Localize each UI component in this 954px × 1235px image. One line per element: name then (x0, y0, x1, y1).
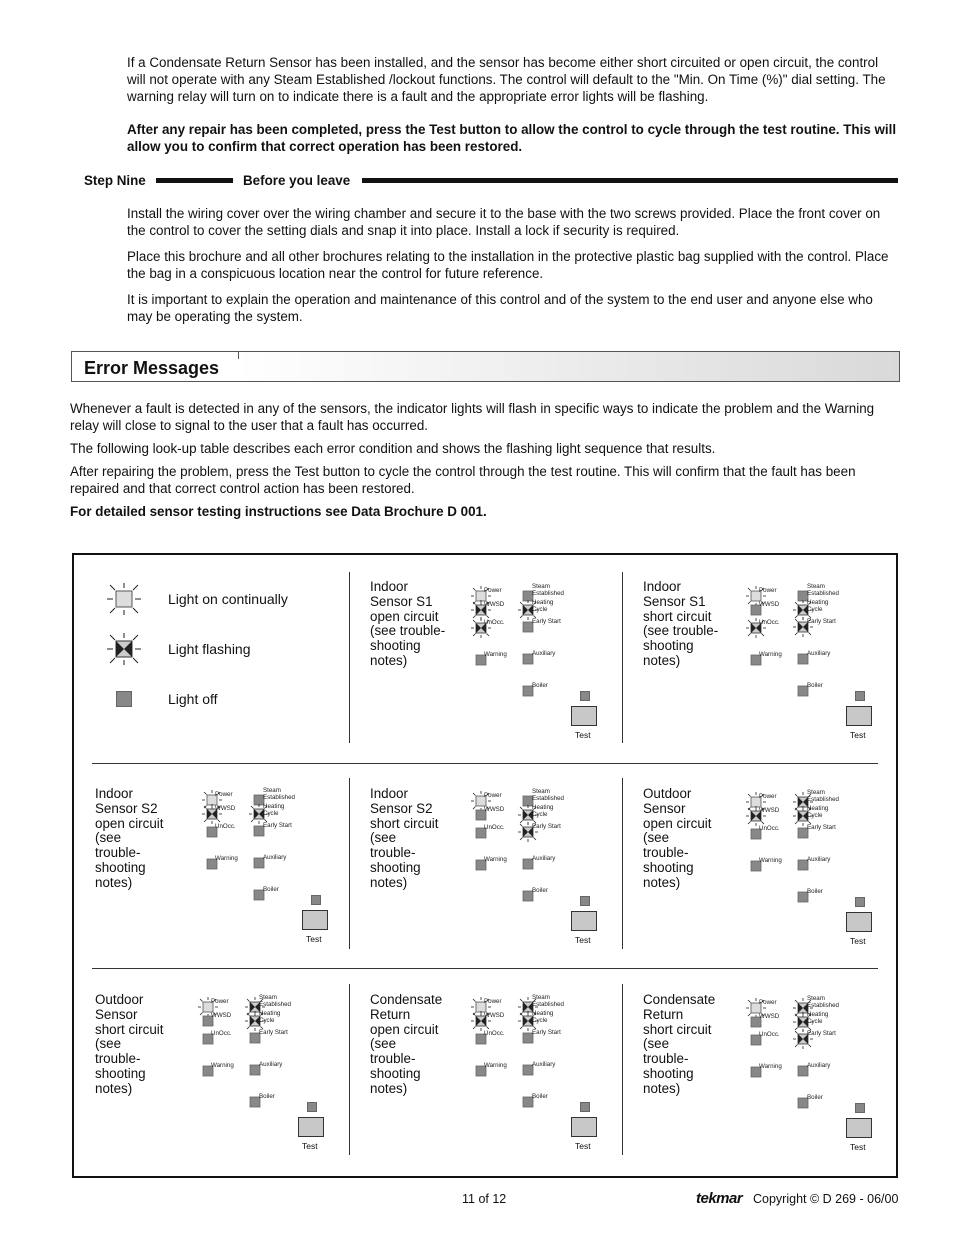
brand-logo: tekmar (696, 1190, 743, 1207)
indicator-label: Early Start (807, 824, 836, 831)
indicator-label: Boiler (807, 1094, 823, 1101)
indicator-label: WWSD (484, 601, 505, 608)
step-rule-short (156, 178, 233, 183)
section-banner (71, 351, 900, 382)
indicator-label: WWSD (484, 806, 505, 813)
test-label: Test (306, 934, 322, 944)
table-row-divider-2 (92, 968, 878, 969)
indicator-label: Auxiliary (807, 1062, 831, 1069)
step-paragraph-2: Place this brochure and all other brochures relating to the installation in the protective plastic bag supplied with the control. Place the bag in a conspicuous location near the control for future reference. (127, 249, 889, 281)
indicator-label: Power (215, 791, 233, 798)
indicator-label: Early Start (807, 618, 836, 625)
table-col-divider (349, 984, 350, 1155)
step-paragraph-3: It is important to explain the operation and maintenance of this control and of the system to the end user and anyone else who may be operating the system. (127, 292, 873, 324)
test-light-icon (311, 895, 321, 905)
indicator-label: Heating Cycle (532, 599, 554, 613)
indicator-label: WWSD (759, 807, 780, 814)
test-button[interactable] (302, 910, 328, 930)
indicator-label: WWSD (759, 1013, 780, 1020)
test-light-icon (855, 897, 865, 907)
indicator-label: UnOcc. (484, 824, 505, 831)
indicator-label: Boiler (532, 887, 548, 894)
table-row-divider-1 (92, 763, 878, 764)
indicator-label: Warning (759, 857, 782, 864)
test-light-icon (580, 896, 590, 906)
indicator-label: UnOcc. (759, 619, 780, 626)
indicator-label: UnOcc. (211, 1030, 232, 1037)
indicator-label: Steam Established (532, 994, 564, 1008)
condition-description: Outdoor Sensor short circuit (see trouble- shooting notes) (95, 992, 164, 1096)
indicator-label: WWSD (215, 805, 236, 812)
light-on-icon (107, 583, 141, 620)
indicator-label: Power (211, 998, 229, 1005)
errors-paragraph-1: Whenever a fault is detected in any of the sensors, the indicator lights will flash in specific ways to indicate the problem and the Warning relay will close to signal to the user that a fault has occurred. (70, 401, 875, 433)
indicator-label: Heating Cycle (807, 599, 829, 613)
indicator-label: Boiler (807, 888, 823, 895)
indicator-label: UnOcc. (484, 1030, 505, 1037)
legend-flash-label: Light flashing (168, 641, 251, 657)
table-col-divider (622, 778, 623, 949)
indicator-label: UnOcc. (215, 823, 236, 830)
indicator-label: Early Start (807, 1030, 836, 1037)
indicator-label: Power (759, 793, 777, 800)
indicator-label: Auxiliary (263, 854, 287, 861)
test-label: Test (850, 730, 866, 740)
test-label: Test (575, 730, 591, 740)
indicator-label: Power (484, 587, 502, 594)
indicator-label: WWSD (211, 1012, 232, 1019)
condition-description: Indoor Sensor S1 short circuit (see trouble- shooting notes) (643, 579, 719, 668)
test-label: Test (575, 1141, 591, 1151)
indicator-label: Early Start (532, 618, 561, 625)
indicator-label: Auxiliary (532, 650, 556, 657)
condition-description: Indoor Sensor S2 open circuit (see trouble- shooting notes) (95, 786, 164, 890)
indicator-label: Warning (484, 1062, 507, 1069)
indicator-label: Early Start (259, 1029, 288, 1036)
light-flashing-icon (107, 633, 141, 670)
indicator-label: Warning (759, 651, 782, 658)
indicator-label: Heating Cycle (532, 1010, 554, 1024)
table-col-divider (349, 778, 350, 949)
test-label: Test (850, 936, 866, 946)
indicator-label: Auxiliary (807, 650, 831, 657)
indicator-label: Heating Cycle (807, 1011, 829, 1025)
test-button[interactable] (571, 911, 597, 931)
indicator-label: Auxiliary (807, 856, 831, 863)
indicator-label: Boiler (532, 682, 548, 689)
intro-paragraph: If a Condensate Return Sensor has been installed, and the sensor has become either short circuited or open circuit, the control will not operate with any Steam Established /lockout functions. The control will default to the "Min. On Time (%)" dial setting. The warning relay will turn on to indicate there is a fault and the appropriate error lights will be flashing. (127, 55, 886, 104)
indicator-label: Steam Established (807, 789, 839, 803)
test-light-icon (580, 691, 590, 701)
step-title: Before you leave (243, 173, 351, 188)
indicator-label: Auxiliary (532, 1061, 556, 1068)
condition-description: Condensate Return short circuit (see trouble- shooting notes) (643, 992, 716, 1096)
test-label: Test (850, 1142, 866, 1152)
test-button[interactable] (571, 706, 597, 726)
errors-reference: For detailed sensor testing instructions see Data Brochure D 001. (70, 504, 487, 519)
indicator-label: Heating Cycle (259, 1010, 281, 1024)
step-paragraph-1: Install the wiring cover over the wiring chamber and secure it to the base with the two screws provided. Place the front cover on the control to cover the setting dials and snap it into place. Install a lock if security is required. (127, 206, 881, 238)
indicator-label: Steam Established (532, 788, 564, 802)
indicator-label: Auxiliary (259, 1061, 283, 1068)
indicator-label: WWSD (759, 601, 780, 608)
indicator-label: Boiler (263, 886, 279, 893)
indicator-label: UnOcc. (484, 619, 505, 626)
indicator-label: Steam Established (807, 995, 839, 1009)
condition-description: Indoor Sensor S1 open circuit (see trouble- shooting notes) (370, 579, 446, 668)
indicator-label: Auxiliary (532, 855, 556, 862)
test-label: Test (302, 1141, 318, 1151)
step-label: Step Nine (84, 173, 146, 188)
page-number: 11 of 12 (462, 1192, 507, 1206)
legend-off-label: Light off (168, 691, 218, 707)
test-light-icon (307, 1102, 317, 1112)
test-button[interactable] (846, 912, 872, 932)
indicator-label: Power (484, 792, 502, 799)
indicator-label: UnOcc. (759, 825, 780, 832)
indicator-label: Boiler (807, 682, 823, 689)
indicator-label: Power (759, 999, 777, 1006)
condition-description: Outdoor Sensor open circuit (see trouble- shooting notes) (643, 786, 712, 890)
section-title: Error Messages (84, 358, 220, 378)
indicator-label: Boiler (532, 1093, 548, 1100)
indicator-label: Power (759, 587, 777, 594)
indicator-label: UnOcc. (759, 1031, 780, 1038)
condition-description: Indoor Sensor S2 short circuit (see trouble- shooting notes) (370, 786, 439, 890)
table-col-divider (622, 984, 623, 1155)
indicator-label: Heating Cycle (532, 804, 554, 818)
legend-on-label: Light on continually (168, 591, 288, 607)
indicator-label: Heating Cycle (807, 805, 829, 819)
table-col-divider (349, 572, 350, 743)
test-button[interactable] (846, 706, 872, 726)
test-light-icon (855, 1103, 865, 1113)
errors-paragraph-2: The following look-up table describes each error condition and shows the flashing light sequence that results. (70, 441, 716, 456)
test-button[interactable] (846, 1118, 872, 1138)
condition-description: Condensate Return open circuit (see trouble- shooting notes) (370, 992, 443, 1096)
indicator-label: Steam Established (259, 994, 291, 1008)
indicator-label: Power (484, 998, 502, 1005)
light-off-icon (116, 691, 132, 707)
indicator-label: Early Start (263, 822, 292, 829)
indicator-label: Warning (759, 1063, 782, 1070)
indicator-label: Warning (215, 855, 238, 862)
test-label: Test (575, 935, 591, 945)
step-rule-long (362, 178, 898, 183)
indicator-label: Warning (211, 1062, 234, 1069)
errors-paragraph-3: After repairing the problem, press the Test button to cycle the control through the test routine. This will confirm that the fault has been repaired and that correct control action has been restored. (70, 464, 856, 496)
banner-divider (238, 351, 239, 359)
indicator-label: Early Start (532, 1029, 561, 1036)
test-button[interactable] (298, 1117, 324, 1137)
indicator-label: Early Start (532, 823, 561, 830)
indicator-label: Steam Established (532, 583, 564, 597)
test-light-icon (855, 691, 865, 701)
table-col-divider (622, 572, 623, 743)
indicator-label: WWSD (484, 1012, 505, 1019)
indicator-label: Heating Cycle (263, 803, 285, 817)
indicator-label: Steam Established (263, 787, 295, 801)
indicator-label: Warning (484, 651, 507, 658)
indicator-label: Warning (484, 856, 507, 863)
intro-note: After any repair has been completed, press the Test button to allow the control to cycle through the test routine. This will allow you to confirm that correct operation has been restored. (127, 122, 897, 154)
indicator-label: Boiler (259, 1093, 275, 1100)
indicator-label: Steam Established (807, 583, 839, 597)
test-button[interactable] (571, 1117, 597, 1137)
copyright: Copyright © D 269 - 06/00 (753, 1192, 899, 1206)
test-light-icon (580, 1102, 590, 1112)
